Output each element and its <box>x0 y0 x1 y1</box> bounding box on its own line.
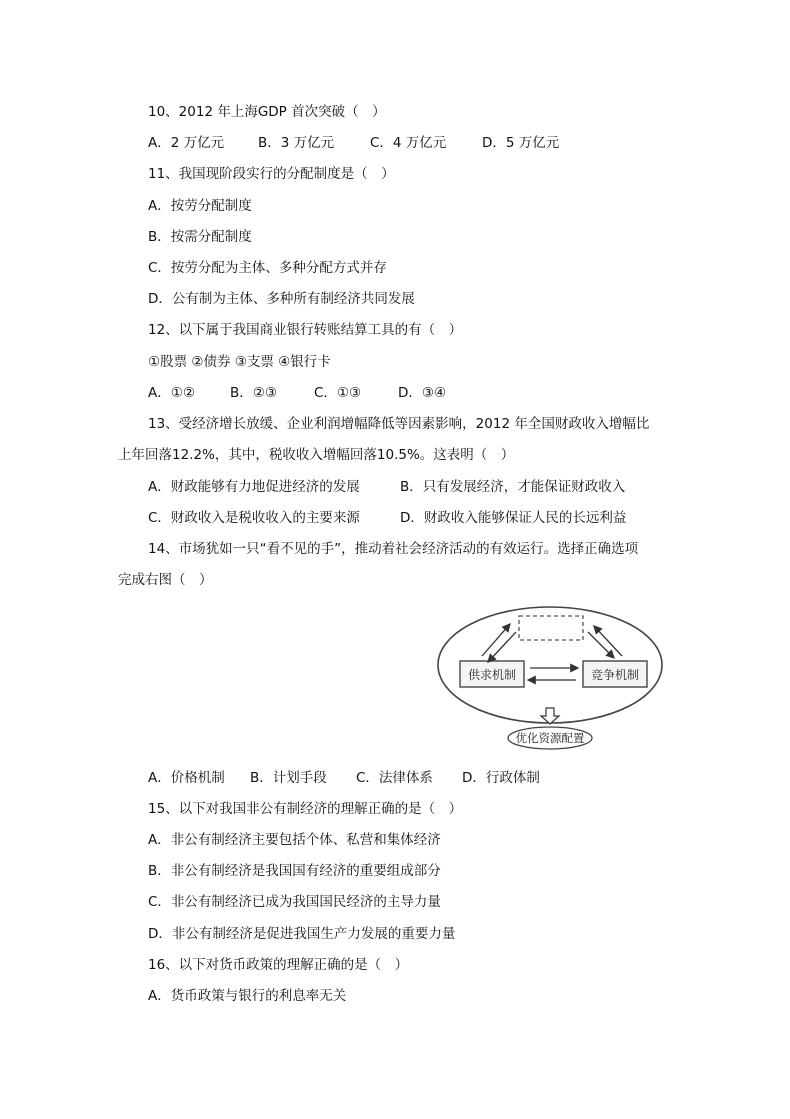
question-11-stem: 11、我国现阶段实行的分配制度是（ ） <box>148 166 395 182</box>
question-14-stem-line2: 完成右图（ ） <box>118 572 213 588</box>
question-14-stem-line1: 14、市场犹如一只“看不见的手”，推动着社会经济活动的有效运行。选择正确选项 <box>148 541 639 557</box>
optimize-label: 优化资源配置 <box>515 731 585 745</box>
option-d: D．③④ <box>398 385 447 401</box>
option-d: D．5 万亿元 <box>482 135 560 151</box>
question-15-option-b: B．非公有制经济是我国国有经济的重要组成部分 <box>148 863 441 879</box>
option-d: D．行政体制 <box>462 770 540 786</box>
question-10-stem: 10、2012 年上海GDP 首次突破（ ） <box>148 104 386 120</box>
option-b: B．3 万亿元 <box>258 135 335 151</box>
question-11-option-c: C．按劳分配为主体、多种分配方式并存 <box>148 260 387 276</box>
competition-label: 竞争机制 <box>590 668 640 682</box>
option-d: D．财政收入能够保证人民的长远利益 <box>400 510 627 526</box>
option-a: A．财政能够有力地促进经济的发展 <box>148 479 360 495</box>
question-15-option-c: C．非公有制经济已成为我国国民经济的主导力量 <box>148 894 441 910</box>
question-12-stem: 12、以下属于我国商业银行转账结算工具的有（ ） <box>148 322 463 338</box>
question-11-option-b: B．按需分配制度 <box>148 229 252 245</box>
question-11-option-a: A．按劳分配制度 <box>148 198 252 214</box>
option-c: C．4 万亿元 <box>370 135 447 151</box>
arrow-down-right <box>588 632 614 658</box>
arrow-up-left <box>482 624 510 656</box>
option-c: C．①③ <box>314 385 362 401</box>
market-mechanism-diagram <box>430 600 670 750</box>
question-15-option-d: D．非公有制经济是促进我国生产力发展的重要力量 <box>148 926 456 942</box>
question-15-stem: 15、以下对我国非公有制经济的理解正确的是（ ） <box>148 801 463 817</box>
question-15-option-a: A．非公有制经济主要包括个体、私营和集体经济 <box>148 832 441 848</box>
question-13-stem-line2: 上年回落12.2%，其中，税收收入增幅回落10.5%。这表明（ ） <box>118 447 515 463</box>
option-b: B．计划手段 <box>250 770 327 786</box>
option-b: B．②③ <box>230 385 277 401</box>
question-12-items: ①股票 ②债券 ③支票 ④银行卡 <box>148 354 331 370</box>
option-a: A．①② <box>148 385 195 401</box>
option-b: B．只有发展经济，才能保证财政收入 <box>400 479 626 495</box>
supply-demand-label: 供求机制 <box>467 668 517 682</box>
option-c: C．法律体系 <box>356 770 433 786</box>
question-13-stem-line1: 13、受经济增长放缓、企业利润增幅降低等因素影响，2012 年全国财政收入增幅比 <box>148 416 650 432</box>
question-16-stem: 16、以下对货币政策的理解正确的是（ ） <box>148 957 409 973</box>
blank-answer-box <box>519 616 583 640</box>
option-a: A．价格机制 <box>148 770 225 786</box>
question-11-option-d: D．公有制为主体、多种所有制经济共同发展 <box>148 291 415 307</box>
arrow-down-left <box>488 632 516 662</box>
down-arrow-icon <box>541 708 559 724</box>
option-c: C．财政收入是税收收入的主要来源 <box>148 510 360 526</box>
question-16-option-a: A．货币政策与银行的利息率无关 <box>148 988 347 1004</box>
option-a: A．2 万亿元 <box>148 135 225 151</box>
